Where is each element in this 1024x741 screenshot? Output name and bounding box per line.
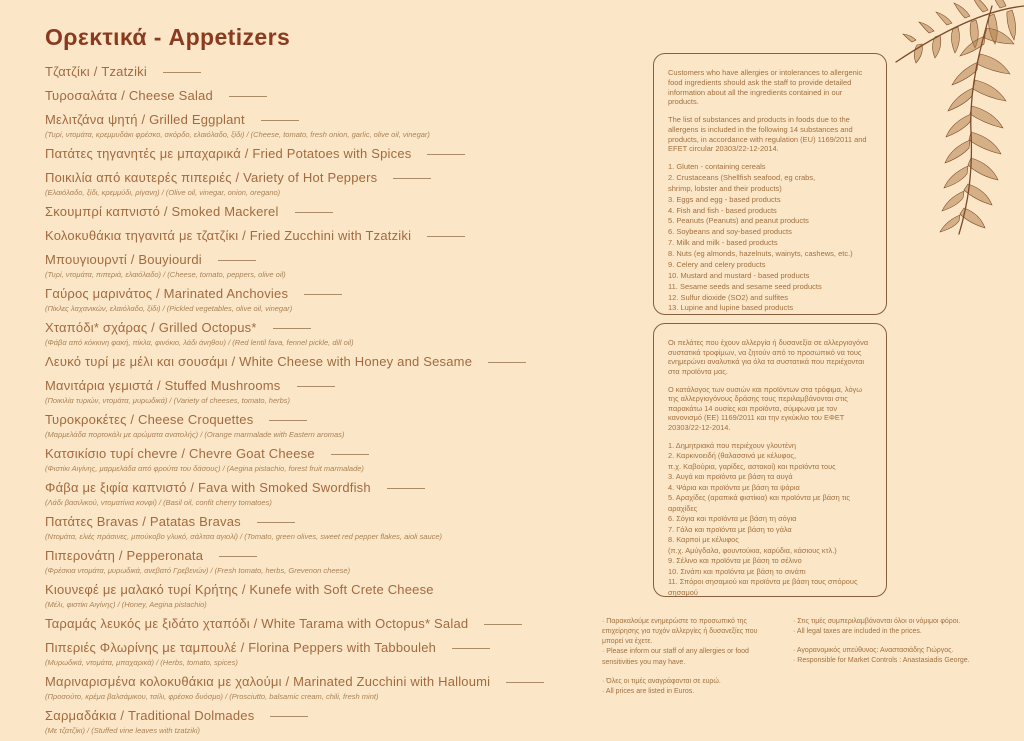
allergen-list-line: 7. Milk and milk - based products xyxy=(668,238,778,248)
allergen-list-line: 5. Peanuts (Peanuts) and peanut products xyxy=(668,216,809,226)
menu-item-row xyxy=(45,377,610,395)
price-line xyxy=(484,624,522,625)
footnote-line: · Please inform our staff of any allergies or food sensitivities you may have. xyxy=(602,648,749,666)
menu-item-row xyxy=(45,547,610,565)
menu-item-row xyxy=(45,513,610,531)
appetizers-section xyxy=(45,24,610,741)
menu-item-name: Μανιτάρια γεμιστά / Stuffed Mushrooms xyxy=(45,378,281,393)
menu-item-row xyxy=(45,285,610,303)
allergen-paragraph: The list of substances and products in foods due to the allergens is included in the following 14 substances and products, in accordance with regulation (EU) 1169/2011 and EFET circular 20303/22-12-2014. xyxy=(668,115,867,154)
allergen-list-line: 6. Σόγια και προϊόντα με βάση τη σόγια xyxy=(668,514,797,524)
allergen-list-line: 3. Eggs and egg - based products xyxy=(668,194,781,204)
allergen-list-line: 9. Σέλινο και προϊόντα με βάση το σέλινο xyxy=(668,556,802,566)
menu-item-row xyxy=(45,411,610,429)
footnote-line: · Παρακαλούμε ενημερώστε το προσωπικό της επιχείρησης για τυχόν αλλεργίες ή δυσανεξίες που μπορεί να έχετε. xyxy=(602,618,758,646)
price-line xyxy=(273,328,311,329)
allergen-list-line: 5. Αραχίδες (αραπικά φιστίκια) και προϊόντα με βάση τις αραχίδες xyxy=(668,493,850,513)
menu-item-name: Τυροσαλάτα / Cheese Salad xyxy=(45,88,213,103)
menu-item xyxy=(45,377,610,405)
menu-item-description: (Φρέσκια ντομάτα, μυρωδικά, ανεβατό Γρεβενών) / (Fresh tomato, herbs, Grevenon cheese) xyxy=(45,566,351,575)
price-line xyxy=(257,522,295,523)
allergen-list-line: 8. Nuts (eg almonds, hazelnuts, wainyts, cashews, etc.) xyxy=(668,249,853,258)
allergen-list-line: 2. Crustaceans (Shellfish seafood, eg crabs, xyxy=(668,172,816,182)
allergen-list-greek xyxy=(668,441,872,597)
menu-item-name: Λευκό τυρί με μέλι και σουσάμι / White Cheese with Honey and Sesame xyxy=(45,354,473,369)
price-line xyxy=(297,386,335,387)
allergen-paragraph: Customers who have allergies or intolerances to allergenic food ingredients should ask the staff to provide detailed information about all the ingredients contained in our products. xyxy=(668,68,863,107)
allergen-list-line: 2. Καρκινοειδή (θαλασσινά με κέλυφος, xyxy=(668,451,797,461)
menu-item-name: Μελιτζάνα ψητή / Grilled Eggplant xyxy=(45,112,245,127)
menu-item xyxy=(45,87,610,105)
menu-item-row xyxy=(45,673,610,691)
allergen-list-line: 10. Mustard and mustard - based products xyxy=(668,270,810,280)
allergen-list-line xyxy=(668,314,872,315)
price-line xyxy=(488,362,526,363)
menu-item-description: (Μυρωδικά, ντομάτα, μπαχαρικά) / (Herbs, tomato, spices) xyxy=(45,658,238,667)
footnote-line: · Responsible for Market Controls : Anastasiadis George. xyxy=(793,657,970,665)
menu-item-name: Κολοκυθάκια τηγανιτά με τζατζίκι / Fried Zucchini with Tzatziki xyxy=(45,228,412,243)
menu-item-name: Πατάτες Bravas / Patatas Bravas xyxy=(45,514,241,529)
allergen-info-box-greek xyxy=(653,323,887,597)
menu-item-name: Μαριναρισμένα κολοκυθάκια με χαλούμι / Marinated Zucchini with Halloumi xyxy=(45,674,491,689)
menu-item-name: Σκουμπρί καπνιστό / Smoked Mackerel xyxy=(45,204,279,219)
allergen-list-line: (π.χ. Αμύγδαλα, φουντούκια, καρύδια, κάσιους κτλ.) xyxy=(668,545,837,555)
menu-item xyxy=(45,145,610,163)
menu-item-description: (Ποικιλία τυριών, ντομάτα, μυρωδικά) / (Variety of cheeses, tomato, herbs) xyxy=(45,396,291,405)
allergen-list-line: 13. Lupine and lupine based products xyxy=(668,303,794,313)
footnote-group xyxy=(793,646,978,666)
menu-item xyxy=(45,445,610,473)
menu-item xyxy=(45,581,610,609)
menu-item-row xyxy=(45,615,610,633)
menu-item xyxy=(45,227,610,245)
allergen-list-line: 12. Sulfur dioxide (SO2) and sulfites xyxy=(668,292,789,302)
footnote-group xyxy=(602,617,780,668)
menu-item xyxy=(45,547,610,575)
menu-item-row xyxy=(45,63,610,81)
footnote-line: · Όλες οι τιμές αναγράφονται σε ευρώ. xyxy=(602,677,721,685)
price-line xyxy=(393,178,431,179)
allergen-list-line: 9. Celery and celery products xyxy=(668,259,766,269)
menu-item-row xyxy=(45,581,610,599)
menu-item-row xyxy=(45,251,610,269)
menu-item xyxy=(45,411,610,439)
allergen-list-line: 6. Soybeans and soy-based products xyxy=(668,227,792,237)
menu-item-row xyxy=(45,319,610,337)
menu-item-row xyxy=(45,111,610,129)
menu-item-description: (Τυρί, ντομάτα, κρεμμυδάκι φρέσκο, σκόρδο, ελαιόλαδο, ξίδι) / (Cheese, tomato, fresh onion, garlic, olive oil, vinegar) xyxy=(45,130,430,139)
price-line xyxy=(219,556,257,557)
price-line xyxy=(229,96,267,97)
footnote-group xyxy=(793,617,978,637)
menu-item-row xyxy=(45,203,610,221)
menu-item-row xyxy=(45,87,610,105)
menu-item xyxy=(45,615,610,633)
menu-item-row xyxy=(45,639,610,657)
menu-item xyxy=(45,707,610,735)
menu-item-name: Φάβα με ξιφία καπνιστό / Fava with Smoked Swordfish xyxy=(45,480,371,495)
menu-item-description: (Τυρί, ντομάτα, πιπεριά, ελαιόλαδο) / (Cheese, tomato, peppers, olive oil) xyxy=(45,270,286,279)
menu-item-row xyxy=(45,479,610,497)
menu-item-row xyxy=(45,227,610,245)
menu-item-name: Ταραμάς λευκός με ξιδάτο χταπόδι / White Tarama with Octopus* Salad xyxy=(45,616,469,631)
price-line xyxy=(270,716,308,717)
menu-item-name: Γαύρος μαρινάτος / Marinated Anchovies xyxy=(45,286,289,301)
menu-item-description: (Πίκλες λαχανικών, ελαιόλαδο, ξίδι) / (Pickled vegetables, olive oil, vinegar) xyxy=(45,304,293,313)
menu-item-row xyxy=(45,169,610,187)
allergen-list-line: 3. Αυγά και προϊόντα με βάση τα αυγά xyxy=(668,472,793,482)
price-line xyxy=(387,488,425,489)
menu-item-name: Μπουγιουρντί / Bouyiourdi xyxy=(45,252,202,267)
allergen-info-box-english xyxy=(653,53,887,315)
fern-leaves-icon xyxy=(874,0,1024,240)
price-line xyxy=(331,454,369,455)
allergen-list-line: 11. Σπόροι σησαμιού και προϊόντα με βάση τους σπόρους σησαμού xyxy=(668,577,858,597)
allergen-list-english xyxy=(668,162,872,315)
menu-item-description: (Προσούτο, κρέμα βαλσάμικου, τσίλι, φρέσκο δυόσμο) / (Prosciutto, balsamic cream, chili, fresh mint) xyxy=(45,692,379,701)
menu-item xyxy=(45,63,610,81)
price-line xyxy=(427,154,465,155)
allergen-list-line: 4. Ψάρια και προϊόντα με βάση τα ψάρια xyxy=(668,482,800,492)
menu-item-row xyxy=(45,445,610,463)
menu-item-row xyxy=(45,353,610,371)
price-line xyxy=(304,294,342,295)
menu-item-name: Τζατζίκι / Tzatziki xyxy=(45,64,147,79)
menu-item-description: (Μαρμελάδα πορτοκάλι με αρώματα ανατολής) / (Orange marmalade with Eastern aromas) xyxy=(45,430,345,439)
allergen-list-line: 8. Καρποί με κέλυφος xyxy=(668,535,739,545)
menu-item-description: (Φάβα από κόκκινη φακή, πίκλα, φινόκιο, λάδι άνηθου) / (Red lentil fava, fennel pickle, dill oil) xyxy=(45,338,354,347)
menu-item-name: Τυροκροκέτες / Cheese Croquettes xyxy=(45,412,254,427)
menu-item xyxy=(45,169,610,197)
menu-item-description: (Ντομάτα, ελιές πράσινες, μπούκοβο γλυκό, σάλτσα αγιολί) / (Tomato, green olives, sweet red pepper flakes, aioli sauce) xyxy=(45,532,443,541)
price-line xyxy=(261,120,299,121)
menu-item-name: Ποικιλία από καυτερές πιπεριές / Variety of Hot Peppers xyxy=(45,170,378,185)
price-line xyxy=(506,682,544,683)
allergen-paragraph: Ο κατάλογος των ουσιών και προϊόντων στα τρόφιμα, λόγω της αλλεργιογόνους δράσης τους περιλαμβάνονται στις παρακάτω 14 ουσίες και προϊόντα, σύμφωνα με τον κανονισμό (ΕΕ) 1169/2011 και την εγκύκλιο του ΕΦΕΤ 20303/22-12-2014. xyxy=(668,384,863,432)
menu-item xyxy=(45,285,610,313)
menu-item-name: Κιουνεφέ με μαλακό τυρί Κρήτης / Kunefe with Soft Crete Cheese xyxy=(45,582,434,597)
menu-item-description: (Λάδι βασιλικού, ντοματίνια κονφί) / (Basil oil, confit cherry tomatoes) xyxy=(45,498,272,507)
menu-item-name: Πιπεριές Φλωρίνης με ταμπουλέ / Florina Peppers with Tabbouleh xyxy=(45,640,437,655)
price-line xyxy=(295,212,333,213)
menu-item xyxy=(45,479,610,507)
menu-item xyxy=(45,513,610,541)
footnote-line: · All prices are listed in Euros. xyxy=(602,687,695,695)
menu-item xyxy=(45,251,610,279)
allergen-list-line: 11. Sesame seeds and sesame seed products xyxy=(668,281,822,291)
allergen-list-line: 7. Γάλα και προϊόντα με βάση το γάλα xyxy=(668,524,792,534)
menu-item-list xyxy=(45,63,610,735)
footnotes-right xyxy=(793,617,978,676)
footnotes-left xyxy=(602,617,780,706)
price-line xyxy=(452,648,490,649)
footnote-line: · Στις τιμές συμπεριλαμβάνονται όλοι οι νόμιμοι φόροι. xyxy=(793,618,961,625)
menu-item-name: Χταπόδι* σχάρας / Grilled Octopus* xyxy=(45,320,257,335)
menu-item-name: Κατσικίσιο τυρί chevre / Chevre Goat Cheese xyxy=(45,446,315,461)
footnote-line: · Αγορανομικός υπεύθυνος: Αναστασιάδης Γιώργος. xyxy=(793,647,954,655)
menu-item-description: (Μέλι, φιστίκι Αιγίνης) / (Honey, Aegina pistachio) xyxy=(45,600,207,609)
menu-item-name: Σαρμαδάκια / Traditional Dolmades xyxy=(45,708,255,723)
menu-item-description: (Με τζατζίκι) / (Stuffed vine leaves with tzatziki) xyxy=(45,726,201,735)
price-line xyxy=(218,260,256,261)
menu-item-row xyxy=(45,145,610,163)
footnote-group xyxy=(602,677,780,697)
menu-item-row xyxy=(45,707,610,725)
menu-item-description: (Φιστίκι Αιγίνης, μαρμελάδα από φρούτα του δάσους) / (Aegina pistachio, forest fruit marmalade) xyxy=(45,464,364,473)
footnote-line: · All legal taxes are included in the prices. xyxy=(793,628,922,636)
allergen-list-line: shrimp, lobster and their products) xyxy=(668,183,782,193)
menu-item xyxy=(45,203,610,221)
menu-item xyxy=(45,639,610,667)
price-line xyxy=(427,236,465,237)
page-title: Ορεκτικά - Appetizers xyxy=(45,24,291,50)
menu-item xyxy=(45,319,610,347)
menu-item-description: (Ελαιόλαδο, ξίδι, κρεμμύδι, ρίγανη) / (Olive oil, vinegar, onion, oregano) xyxy=(45,188,281,197)
allergen-list-line: π.χ. Καβούρια, γαρίδες, αστακοί) και προϊόντα τους xyxy=(668,461,836,471)
menu-item xyxy=(45,353,610,371)
allergen-list-line: 1. Δημητριακά που περιέχουν γλουτένη xyxy=(668,440,796,450)
allergen-list-line: 4. Fish and fish - based products xyxy=(668,205,777,215)
allergen-list-line: 1. Gluten - containing cereals xyxy=(668,162,766,171)
price-line xyxy=(269,420,307,421)
allergen-list-line: 10. Σινάπι και προϊόντα με βάση το σινάπι xyxy=(668,566,806,576)
menu-item-name: Πατάτες τηγανητές με μπαχαρικά / Fried Potatoes with Spices xyxy=(45,146,412,161)
menu-item xyxy=(45,111,610,139)
menu-item xyxy=(45,673,610,701)
menu-item-name: Πιπερονάτη / Pepperonata xyxy=(45,548,204,563)
allergen-paragraph: Οι πελάτες που έχουν αλλεργία ή δυσανεξία σε αλλεργιογόνα συστατικά τροφίμων, να ζητούν από το προσωπικό να τους ενημερώνει αναλυτικά για όλα τα συστατικά που περιέχονται στα προϊόντα μας. xyxy=(668,338,869,376)
price-line xyxy=(163,72,201,73)
